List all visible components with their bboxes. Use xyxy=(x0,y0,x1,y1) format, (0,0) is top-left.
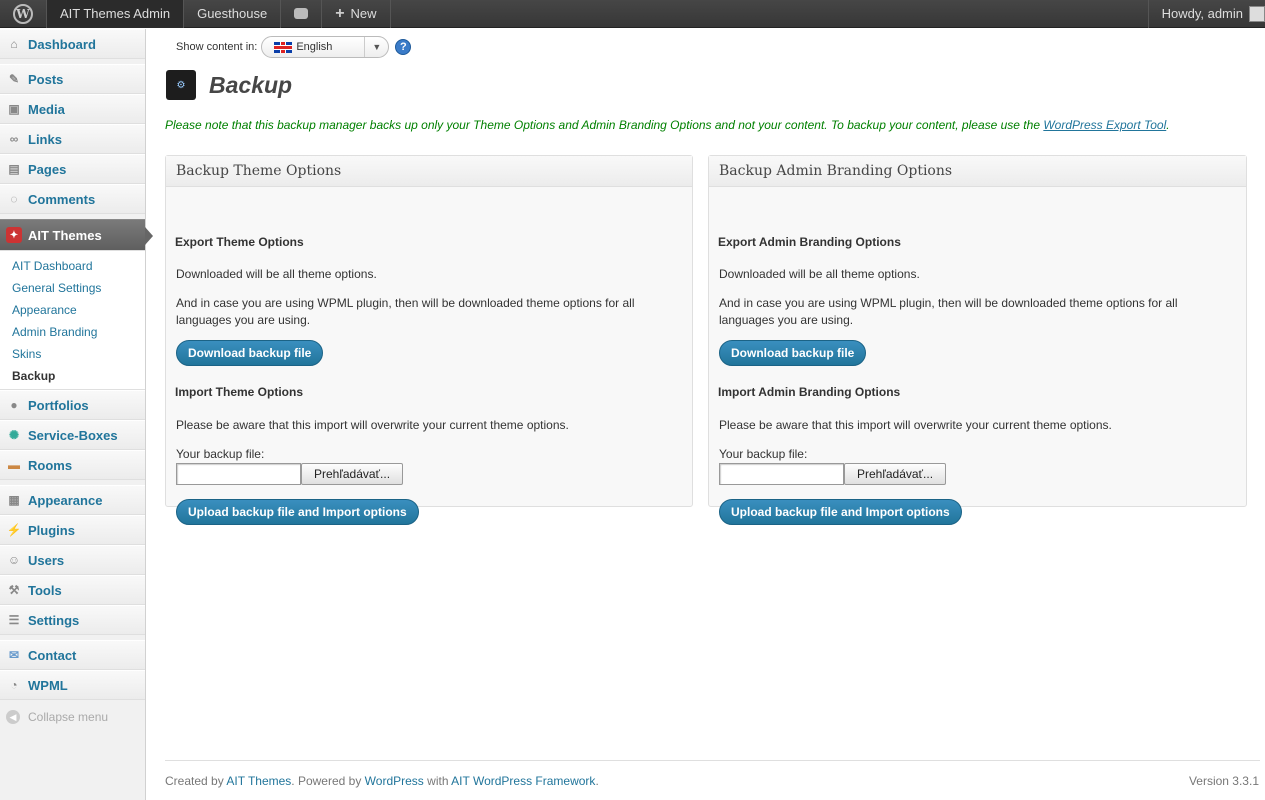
backup-file-input[interactable] xyxy=(176,463,301,485)
menu-label: Appearance xyxy=(28,492,103,508)
account-menu[interactable] xyxy=(1148,0,1265,28)
menu-comments[interactable] xyxy=(0,184,145,214)
new-label: New xyxy=(350,6,377,21)
ait-themes-link[interactable]: AIT Themes xyxy=(226,774,292,788)
export-text-1: Downloaded will be all theme options. xyxy=(719,267,920,281)
gear-icon: ✺ xyxy=(8,428,20,442)
menu-label: Media xyxy=(28,101,65,117)
menu-contact[interactable] xyxy=(0,640,145,670)
site-name-link[interactable]: AIT Themes Admin xyxy=(47,0,184,28)
import-text: Please be aware that this import will overwrite your current theme options. xyxy=(719,418,1112,432)
menu-label: Comments xyxy=(28,191,96,207)
contact-icon: ✉ xyxy=(8,648,20,662)
footer-text: . Powered by xyxy=(291,774,365,788)
menu-posts[interactable] xyxy=(0,64,145,94)
backup-file-input[interactable] xyxy=(719,463,844,485)
menu-label: Contact xyxy=(28,647,77,663)
browse-button[interactable]: Prehľadávať... xyxy=(301,463,403,485)
wpml-icon: ◔ xyxy=(10,678,18,692)
main-content xyxy=(147,29,1265,800)
notice-end: . xyxy=(1166,118,1170,132)
menu-label: Settings xyxy=(28,612,80,628)
page-title: Backup xyxy=(209,71,293,98)
browse-button[interactable]: Prehľadávať... xyxy=(844,463,946,485)
menu-settings[interactable] xyxy=(0,605,145,635)
comment-bubble-icon xyxy=(294,8,308,19)
file-chooser xyxy=(176,463,403,485)
export-text-2: And in case you are using WPML plugin, then will be downloaded theme options for all languages you are using. xyxy=(176,296,635,327)
upload-import-button[interactable]: Upload backup file and Import options xyxy=(719,499,962,525)
bed-icon: ▬ xyxy=(8,458,20,472)
menu-label: Plugins xyxy=(28,522,75,538)
menu-label: AIT Themes xyxy=(28,227,102,243)
file-label: Your backup file: xyxy=(719,447,808,461)
export-title: Export Admin Branding Options xyxy=(718,235,901,249)
menu-label: Tools xyxy=(28,582,62,598)
menu-tools[interactable] xyxy=(0,575,145,605)
ait-logo-icon: ⚙ xyxy=(166,70,196,100)
collapse-arrow-icon: ◀ xyxy=(6,710,20,724)
submenu-admin-branding[interactable]: Admin Branding xyxy=(12,325,98,339)
page-icon: ▤ xyxy=(8,162,20,176)
submenu-skins[interactable]: Skins xyxy=(12,347,42,361)
media-icon: ▣ xyxy=(8,102,20,116)
users-icon: ☺ xyxy=(7,553,21,567)
chevron-down-icon: ▼ xyxy=(364,37,388,57)
wordpress-logo-icon: W xyxy=(13,4,33,24)
comments-menu[interactable] xyxy=(281,0,322,28)
menu-label: Dashboard xyxy=(28,36,96,52)
plus-icon: + xyxy=(335,4,345,22)
box-header: Backup Admin Branding Options xyxy=(709,156,1246,187)
menu-label: Service-Boxes xyxy=(28,427,118,443)
upload-import-button[interactable]: Upload backup file and Import options xyxy=(176,499,419,525)
collapse-label: Collapse menu xyxy=(28,710,109,724)
version-text: Version 3.3.1 xyxy=(1188,774,1259,788)
import-text: Please be aware that this import will overwrite your current theme options. xyxy=(176,418,569,432)
menu-wpml[interactable] xyxy=(0,670,145,700)
collapse-menu-button[interactable] xyxy=(0,700,145,734)
menu-users[interactable] xyxy=(0,545,145,575)
menu-links[interactable] xyxy=(0,124,145,154)
menu-label: Posts xyxy=(28,71,64,87)
footer-text: Created by xyxy=(165,774,227,788)
admin-sidebar xyxy=(0,29,146,800)
footer-divider xyxy=(165,760,1260,761)
import-title: Import Theme Options xyxy=(175,385,304,399)
export-title: Export Theme Options xyxy=(175,235,304,249)
language-selected: English xyxy=(296,41,333,53)
menu-media[interactable] xyxy=(0,94,145,124)
ait-themes-icon: ✦ xyxy=(6,227,22,243)
backup-theme-options-box xyxy=(165,155,693,519)
menu-service-boxes[interactable] xyxy=(0,420,145,450)
language-select[interactable] xyxy=(261,36,389,58)
submenu-appearance[interactable]: Appearance xyxy=(12,303,77,317)
settings-icon: ☰ xyxy=(8,613,20,627)
submenu-general-settings[interactable]: General Settings xyxy=(12,281,102,295)
wordpress-link[interactable]: WordPress xyxy=(364,774,424,788)
menu-label: Pages xyxy=(28,161,67,177)
export-text-1: Downloaded will be all theme options. xyxy=(176,267,377,281)
help-icon[interactable]: ? xyxy=(395,39,411,55)
dashboard-icon: ⌂ xyxy=(10,37,18,51)
download-backup-button[interactable]: Download backup file xyxy=(719,340,866,366)
menu-appearance[interactable] xyxy=(0,485,145,515)
guesthouse-link[interactable]: Guesthouse xyxy=(184,0,281,28)
new-content-menu[interactable] xyxy=(322,0,390,28)
footer-text: with xyxy=(423,774,452,788)
menu-rooms[interactable] xyxy=(0,450,145,480)
pin-icon: ✎ xyxy=(8,72,20,86)
submenu-backup[interactable]: Backup xyxy=(12,369,56,383)
link-icon: ∞ xyxy=(9,132,19,146)
footer-text: . xyxy=(595,774,599,788)
language-label: Show content in: xyxy=(176,41,258,53)
admin-bar xyxy=(0,0,1265,28)
menu-label: WPML xyxy=(28,677,68,693)
export-text-2: And in case you are using WPML plugin, then will be downloaded theme options for all languages you are using. xyxy=(719,296,1178,327)
menu-label: Users xyxy=(28,552,65,568)
import-title: Import Admin Branding Options xyxy=(718,385,901,399)
tools-icon: ⚒ xyxy=(8,583,20,597)
menu-ait-themes[interactable] xyxy=(0,219,145,251)
backup-notice xyxy=(165,118,1170,132)
menu-label: Rooms xyxy=(28,457,73,473)
menu-portfolios[interactable] xyxy=(0,390,145,420)
export-tool-link[interactable]: WordPress Export Tool xyxy=(1043,118,1167,132)
language-switcher xyxy=(176,36,411,58)
avatar xyxy=(1249,6,1265,22)
ait-submenu xyxy=(0,251,145,390)
portfolio-icon: ● xyxy=(10,398,18,412)
menu-plugins[interactable] xyxy=(0,515,145,545)
menu-pages[interactable] xyxy=(0,154,145,184)
menu-label: Portfolios xyxy=(28,397,89,413)
footer-credits xyxy=(165,774,599,788)
wordpress-logo-menu[interactable] xyxy=(0,0,47,28)
menu-dashboard[interactable] xyxy=(0,29,145,59)
comment-icon: ◌ xyxy=(10,192,18,206)
howdy-text: Howdy, admin xyxy=(1161,6,1243,21)
appearance-icon: ▦ xyxy=(8,493,20,507)
uk-flag-icon xyxy=(274,42,292,53)
framework-link[interactable]: AIT WordPress Framework xyxy=(451,774,596,788)
submenu-ait-dashboard[interactable]: AIT Dashboard xyxy=(12,259,93,273)
menu-label: Links xyxy=(28,131,62,147)
download-backup-button[interactable]: Download backup file xyxy=(176,340,323,366)
notice-text: Please note that this backup manager backs up only your Theme Options and Admin Branding Options and not your content. To backup your content, please use the xyxy=(165,118,1044,132)
plugin-icon: ⚡ xyxy=(6,523,22,537)
page-header xyxy=(166,70,292,100)
file-label: Your backup file: xyxy=(176,447,265,461)
backup-admin-branding-box xyxy=(708,155,1247,519)
file-chooser xyxy=(719,463,946,485)
box-header: Backup Theme Options xyxy=(166,156,692,187)
